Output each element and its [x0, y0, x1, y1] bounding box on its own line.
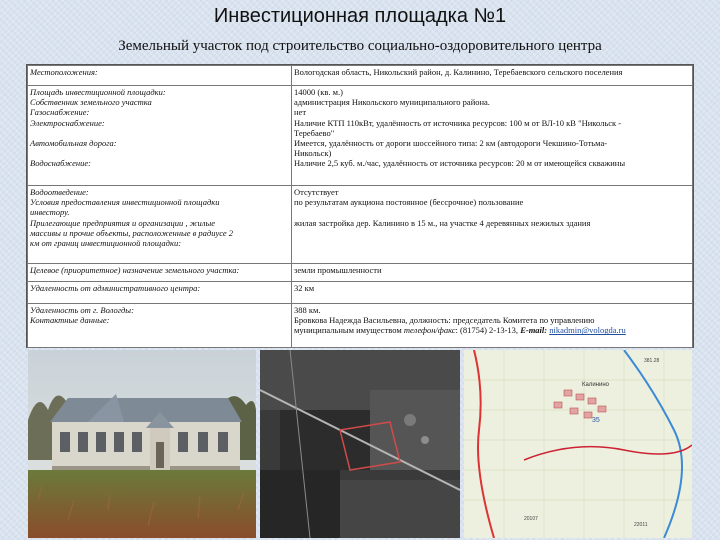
label-line: Водоснабжение:	[30, 158, 91, 169]
contact-text: муниципальным имуществом	[294, 325, 402, 336]
label-line	[30, 148, 289, 158]
row-label	[28, 66, 292, 86]
label-line: Условия предоставления инвестиционной площадки	[30, 197, 220, 208]
value-line: 32 км	[294, 283, 315, 293]
map-label-sheet-1: 20107	[524, 516, 538, 522]
value-line: Наличие 2,5 куб. м./час, удалённость от источника ресурсов: 20 м от имеющейся скважины	[294, 158, 626, 169]
label-line: инвестору.	[30, 207, 70, 218]
table-row	[28, 186, 693, 264]
table-row	[28, 86, 693, 186]
value-line: по результатам аукциона постоянное (бессрочное) пользование	[294, 197, 524, 208]
value-line: Отсутствует	[294, 187, 339, 197]
label-line: Водоотведение:	[30, 187, 89, 197]
label-line: Целевое (приоритетное) назначение земельного участка:	[30, 265, 240, 275]
value-line: жилая застройка дер. Калинино в 15 м., на участке 4 деревянных нежилых здания	[294, 217, 591, 228]
label-line: Газоснабжение:	[30, 107, 90, 118]
table-row	[28, 282, 693, 304]
row-value	[292, 282, 693, 304]
value-line: 14000 (кв. м.)	[294, 87, 343, 97]
value-line: Бровкова Надежда Васильевна, должность: председатель Комитета по управлению	[294, 315, 595, 326]
row-label	[28, 264, 292, 282]
label-line: Контактные данные:	[30, 315, 110, 326]
email-label: E-mail:	[520, 325, 548, 336]
building-photo	[28, 350, 256, 538]
phone-number: : (81754) 2-13-13,	[455, 325, 519, 336]
label-line: Площадь инвестиционной площадки:	[30, 87, 166, 97]
location-map-graphic	[464, 350, 692, 538]
value-line: Теребаево"	[294, 127, 335, 138]
row-value	[292, 304, 693, 348]
value-line: 388 км.	[294, 305, 321, 315]
label-line: км от границ инвестиционной площадки:	[30, 238, 182, 249]
map-label-height: 381.28	[644, 358, 660, 364]
label-line: Прилегающие предприятия и организации , жилые	[30, 217, 215, 228]
contact-line	[294, 325, 690, 335]
value-line: администрация Никольского муниципального района.	[294, 97, 490, 108]
properties-table	[27, 65, 693, 348]
label-line: Автомобильная дорога:	[30, 138, 117, 149]
location-map	[464, 350, 692, 538]
value-line: нет	[294, 107, 307, 118]
info-sheet	[26, 64, 694, 348]
map-label-plot: 35	[592, 417, 600, 424]
phone-label: телефон/факс	[403, 325, 456, 336]
satellite-image	[260, 350, 460, 538]
building-photo-image	[28, 350, 256, 538]
row-value	[292, 186, 693, 264]
table-row	[28, 66, 693, 86]
label-line: Удаленность от административного центра:	[30, 283, 201, 293]
label-line: Удаленность от г. Вологды:	[30, 305, 134, 315]
label-line: Местоположения:	[30, 67, 98, 77]
value-line: Наличие КТП 110кВт, удалённость от источника ресурсов: 100 м от ВЛ-10 кВ "Никольск -	[294, 117, 622, 128]
row-label	[28, 282, 292, 304]
label-line	[30, 128, 289, 138]
satellite-image-graphic	[260, 350, 460, 538]
label-line: Собственник земельного участка	[30, 97, 152, 108]
table-row	[28, 264, 693, 282]
row-label	[28, 86, 292, 186]
page-subtitle: Земельный участок под строительство социально-оздоровительного центра	[118, 38, 602, 54]
value-line: Вологодская область, Никольский район, д. Калинино, Теребаевского сельского поселения	[294, 67, 623, 77]
map-label-village: Калинино	[582, 382, 609, 388]
row-value	[292, 264, 693, 282]
label-line: массивы и прочие объекты, расположенные в радиусе 2	[30, 227, 234, 238]
row-value	[292, 66, 693, 86]
page-title: Инвестиционная площадка №1	[213, 5, 507, 27]
value-line: Имеется, удалённость от дороги шоссейного типа: 2 км (автодороги Чекшино-Тотьма-	[294, 138, 608, 149]
value-line	[294, 207, 690, 217]
row-label	[28, 304, 292, 348]
value-line: земли промышленности	[294, 265, 382, 275]
label-line: Электроснабжение:	[30, 117, 105, 128]
value-line: Никольск)	[294, 148, 332, 159]
table-row	[28, 304, 693, 348]
map-label-sheet-2: 22011	[634, 522, 648, 528]
email-link[interactable]: nikadmin@vologda.ru	[549, 325, 626, 336]
row-value	[292, 86, 693, 186]
row-label	[28, 186, 292, 264]
